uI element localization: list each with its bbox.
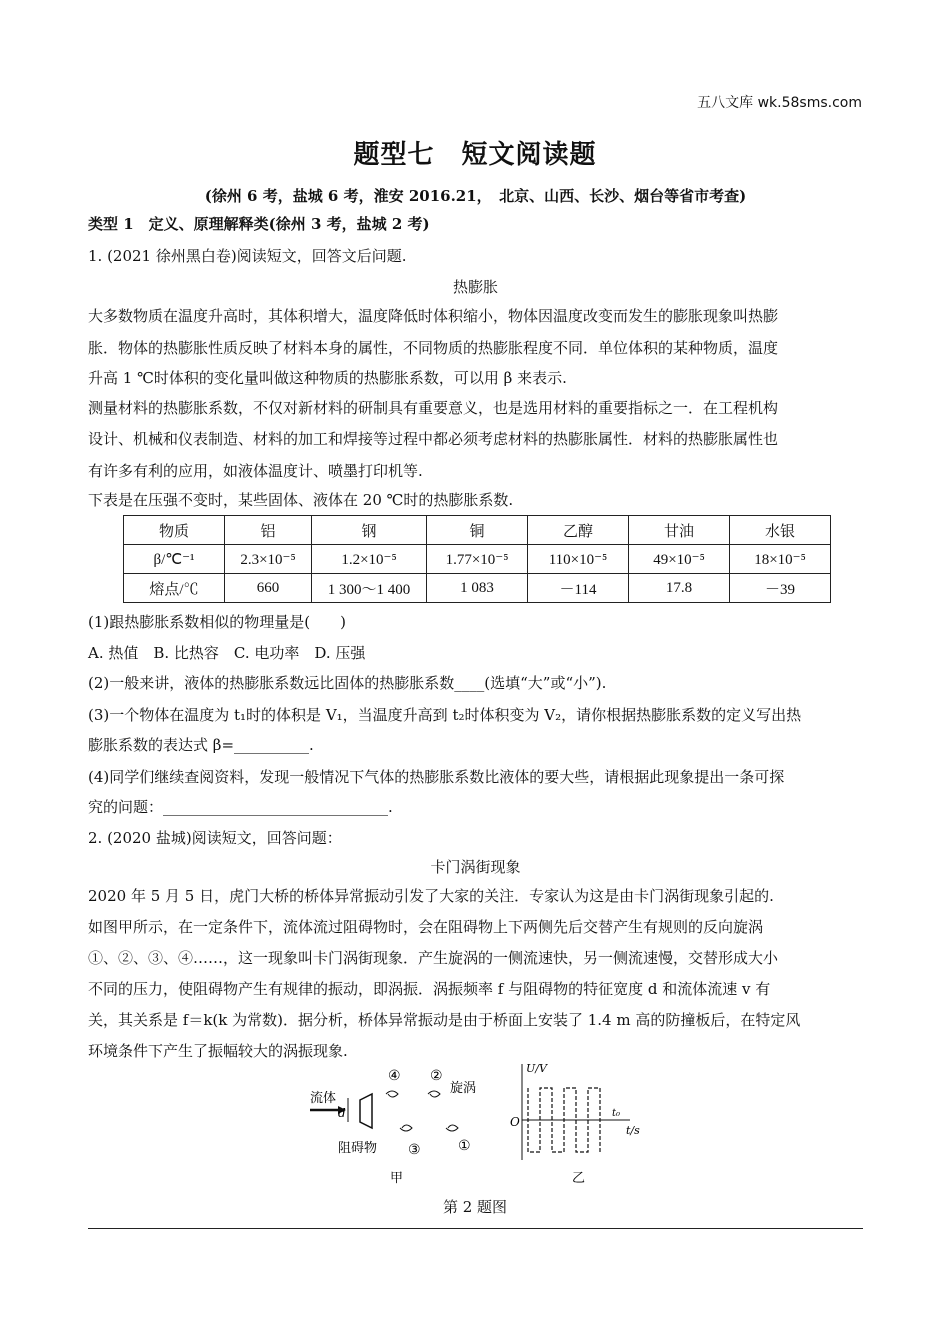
u-axis-label: U/V (526, 1062, 547, 1075)
fluid-label: 流体 (310, 1091, 337, 1106)
q1-sub1-options: A. 热值 B. 比热容 C. 电功率 D. 压强 (88, 644, 366, 662)
vortex-4-label: ④ (388, 1068, 401, 1084)
page-title: 题型七 短文阅读题 (353, 140, 597, 170)
t-axis-label: t/s (626, 1124, 640, 1137)
q2-line3: ①、②、③、④……，这一现象叫卡门涡街现象．产生旋涡的一侧流速快，另一侧流速慢，交替形成大小 (88, 949, 779, 967)
q1-table-intro: 下表是在压强不变时，某些固体、液体在 20 ℃时的热膨胀系数. (88, 491, 514, 509)
table-cell: 1.2×10⁻⁵ (312, 545, 427, 574)
t0-label: t₀ (612, 1108, 621, 1119)
q1-p2-line2: 设计、机械和仪表制造、材料的加工和焊接等过程中都必须考虑材料的热膨胀属性．材料的热膨胀属性也 (88, 430, 779, 448)
vortex-2-icon (428, 1091, 440, 1097)
table-cell: 2.3×10⁻⁵ (225, 545, 312, 574)
table-cell: 110×10⁻⁵ (528, 545, 629, 574)
table-cell: 17.8 (629, 574, 730, 603)
expansion-table (123, 515, 831, 603)
table-cell: 甘油 (629, 516, 730, 545)
table-cell: 物质 (124, 516, 225, 545)
q1-intro: 1. (2021 徐州黑白卷)阅读短文，回答文后问题. (88, 247, 407, 265)
footer-rule (88, 1228, 863, 1229)
vortex-1-icon (446, 1125, 458, 1131)
table-cell: 18×10⁻⁵ (730, 545, 831, 574)
q1-sub2: (2)一般来讲，液体的热膨胀系数远比固体的热膨胀系数____(选填“大”或“小”). (88, 674, 607, 692)
q2-intro: 2. (2020 盐城)阅读短文，回答问题： (88, 829, 342, 847)
q1-sub4-line1: (4)同学们继续查阅资料，发现一般情况下气体的热膨胀系数比液体的要大些，请根据此现象提出一条可探 (88, 768, 785, 786)
table-cell: 49×10⁻⁵ (629, 545, 730, 574)
q2-line6: 环境条件下产生了振幅较大的涡振现象. (88, 1042, 348, 1060)
q2-line5: 关，其关系是 f＝k(k 为常数)．据分析，桥体异常振动是由于桥面上安装了 1.4 m 高的防撞板后，在特定风 (88, 1011, 801, 1029)
q1-p1-line3: 升高 1 ℃时体积的变化量叫做这种物质的热膨胀系数，可以用 β 来表示. (88, 369, 567, 387)
table-cell: －39 (730, 574, 831, 603)
vortex-2-label: ② (430, 1068, 443, 1084)
obstacle-shape (360, 1094, 372, 1128)
q1-p2-line3: 有许多有利的应用，如液体温度计、喷墨打印机等. (88, 462, 423, 480)
table-cell: β/℃⁻¹ (124, 545, 225, 574)
vortex-figure (290, 1060, 690, 1190)
vortex-3-label: ③ (408, 1142, 421, 1158)
figure-yi-label: 乙 (572, 1171, 586, 1186)
table-cell: 钢 (312, 516, 427, 545)
type-heading: 类型 1 定义、原理解释类(徐州 3 考，盐城 2 考) (88, 215, 430, 233)
table-cell: －114 (528, 574, 629, 603)
table-row (124, 516, 831, 545)
q1-p1-line2: 胀．物体的热膨胀性质反映了材料本身的属性，不同物质的热膨胀程度不同．单位体积的某种物质，温度 (88, 339, 779, 357)
table-cell: 660 (225, 574, 312, 603)
exam-note: (徐州 6 考，盐城 6 考，淮安 2016.21， 北京、山西、长沙、烟台等省市考查) (204, 187, 747, 205)
table-cell: 铝 (225, 516, 312, 545)
q2-line1: 2020 年 5 月 5 日，虎门大桥的桥体异常振动引发了大家的关注．专家认为这是由卡门涡街现象引起的. (88, 887, 774, 905)
table-cell: 铜 (427, 516, 528, 545)
site-header: 五八文库 wk.58sms.com (697, 95, 862, 111)
vortex-4-icon (386, 1091, 398, 1097)
origin-label: O (510, 1115, 520, 1129)
q2-line4: 不同的压力，使阻碍物产生有规律的振动，即涡振．涡振频率 f 与阻碍物的特征宽度 d 和流体流速 v 有 (88, 980, 771, 998)
q2-article-title: 卡门涡街现象 (430, 858, 521, 876)
q1-sub1: (1)跟热膨胀系数相似的物理量是( ) (88, 613, 346, 631)
q1-sub3-line1: (3)一个物体在温度为 t₁时的体积是 V₁，当温度升高到 t₂时体积变为 V₂，请你根据热膨胀系数的定义写出热 (88, 706, 802, 724)
table-cell: 1 083 (427, 574, 528, 603)
obstacle-label: 阻碍物 (338, 1141, 378, 1156)
figure-caption: 第 2 题图 (442, 1198, 508, 1216)
q1-p2-line1: 测量材料的热膨胀系数，不仅对新材料的研制具有重要意义，也是选用材料的重要指标之一．在工程机构 (88, 399, 779, 417)
q1-sub4-line2: 究的问题：______________________________. (88, 798, 393, 816)
figure-jia-label: 甲 (390, 1171, 404, 1186)
vortex-1-label: ① (458, 1138, 471, 1154)
vortex-label: 旋涡 (450, 1081, 477, 1096)
q1-article-title: 热膨胀 (452, 278, 498, 296)
figure-yi (510, 1062, 640, 1186)
q1-sub3-line2: 膨胀系数的表达式 β=__________. (88, 736, 314, 754)
d-label: d (338, 1106, 346, 1120)
table-row (124, 574, 831, 603)
vortex-3-icon (400, 1125, 412, 1131)
figure-jia (310, 1068, 476, 1186)
table-cell: 熔点/℃ (124, 574, 225, 603)
table-cell: 乙醇 (528, 516, 629, 545)
q1-p1-line1: 大多数物质在温度升高时，其体积增大，温度降低时体积缩小，物体因温度改变而发生的膨胀现象叫热膨 (88, 307, 779, 325)
table-cell: 1.77×10⁻⁵ (427, 545, 528, 574)
table-row (124, 545, 831, 574)
table-cell: 水银 (730, 516, 831, 545)
q2-line2: 如图甲所示，在一定条件下，流体流过阻碍物时，会在阻碍物上下两侧先后交替产生有规则的反向旋涡 (88, 918, 764, 936)
table-cell: 1 300～1 400 (312, 574, 427, 603)
